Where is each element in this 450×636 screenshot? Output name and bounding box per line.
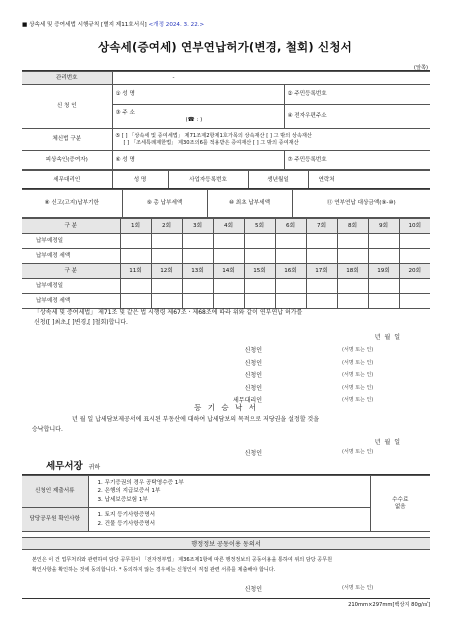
schedule-section-label: 구 분 xyxy=(22,264,120,279)
sign-note: (서명 또는 인) xyxy=(342,359,374,366)
consent-date: 년 월 일 xyxy=(374,439,400,447)
mgmt-no-label: 관리번호 xyxy=(22,72,112,85)
applicant-doc-item: 3. 납세보증보험 1부 xyxy=(97,496,148,503)
installment-number-header: 15회 xyxy=(244,264,275,279)
payment-amount-cell[interactable] xyxy=(182,294,213,309)
sign-note: (서명 또는 인) xyxy=(342,372,374,379)
statement-signers xyxy=(22,343,430,406)
signature-space[interactable] xyxy=(262,382,342,392)
fee-value: 없음 xyxy=(394,503,406,510)
signer-row xyxy=(22,368,430,381)
signer-row xyxy=(22,343,430,356)
signer-label: 신청인 xyxy=(244,347,262,355)
installment-number-header: 7회 xyxy=(306,219,337,234)
agent-name-field[interactable]: 성 명 xyxy=(112,171,168,190)
installment-schedule-table xyxy=(22,218,430,309)
payment-amount-cell[interactable] xyxy=(306,249,337,264)
first-tax-header: ⑩ 최초 납부세액 xyxy=(207,190,292,218)
payment-amount-cell[interactable] xyxy=(213,249,244,264)
regulation-line xyxy=(22,20,204,28)
payment-due-date-cell[interactable] xyxy=(244,279,275,294)
installment-number-header: 6회 xyxy=(275,219,306,234)
paper-spec: 210mm×297mm[백상지 80g/㎡] xyxy=(348,602,430,609)
installment-number-header: 19회 xyxy=(368,264,399,279)
payment-due-date-cell[interactable] xyxy=(151,234,182,249)
schedule-section-label: 구 분 xyxy=(22,219,120,234)
sharing-title: 행정정보 공동이용 동의서 xyxy=(22,537,430,550)
applicant-resident-no-field[interactable]: ② 주민등록번호 xyxy=(284,85,430,105)
installment-number-header: 8회 xyxy=(337,219,368,234)
payment-due-date-cell[interactable] xyxy=(182,279,213,294)
installment-number-header: 9회 xyxy=(368,219,399,234)
payment-due-date-cell[interactable] xyxy=(399,279,430,294)
consent-sign-note: (서명 또는 인) xyxy=(342,449,374,456)
payment-amount-cell[interactable] xyxy=(399,249,430,264)
payment-due-date-cell[interactable] xyxy=(213,279,244,294)
deceased-name-field[interactable]: ⑥ 성 명 xyxy=(112,151,284,170)
signer-row xyxy=(22,381,430,394)
signer-label: 신청인 xyxy=(244,359,262,367)
installment-target-header: ⑪ 연부연납 대상금액(⑨-⑩) xyxy=(292,190,430,218)
agent-birth-field[interactable]: 생년월일 xyxy=(248,171,308,190)
payment-amount-cell[interactable] xyxy=(182,249,213,264)
applicant-docs-label: 신청인 제출서류 xyxy=(22,476,88,508)
payment-amount-cell[interactable] xyxy=(213,294,244,309)
official-doc-item: 1. 토지 등기사항증명서 xyxy=(97,512,156,519)
payment-amount-cell[interactable] xyxy=(399,294,430,309)
tax-class-line-2: [ ] 「조세특례제한법」 제30조의6를 적용받은 증여재산 [ ] 그 밖의 증여재산 xyxy=(123,139,299,146)
documents-section xyxy=(22,474,430,532)
total-tax-header: ⑨ 총 납부세액 xyxy=(122,190,207,218)
sign-note: (서명 또는 인) xyxy=(342,347,374,354)
revision-date: <개정 2024. 3. 22.> xyxy=(148,22,205,28)
applicant-docs-list xyxy=(88,476,370,508)
sign-note: (서명 또는 인) xyxy=(342,384,374,391)
signature-space[interactable] xyxy=(262,370,342,380)
applicant-address-field[interactable] xyxy=(112,105,284,129)
installment-number-header: 3회 xyxy=(182,219,213,234)
consent-line-1: 년 월 일 납세담보제공서에 표시된 부동산에 대하여 납세담보의 목적으로 저당권을 설정할 것을 xyxy=(72,416,320,423)
consent-title: 등 기 승 낙 서 xyxy=(194,403,258,412)
payment-amount-cell[interactable] xyxy=(151,294,182,309)
payment-due-date-cell[interactable] xyxy=(120,234,151,249)
signer-label: 신청인 xyxy=(244,372,262,380)
payment-amount-cell[interactable] xyxy=(151,249,182,264)
installment-number-header: 16회 xyxy=(275,264,306,279)
applicant-label: 신 청 인 xyxy=(22,85,112,129)
signer-label: 신청인 xyxy=(244,384,262,392)
installment-number-header: 12회 xyxy=(151,264,182,279)
tax-class-label: 체신법 구분 xyxy=(22,129,112,151)
installment-number-header: 18회 xyxy=(337,264,368,279)
regulation-text: ■ 상속세 및 증여세법 시행규칙 [별지 제11호서식] xyxy=(22,22,147,28)
agent-table xyxy=(22,170,430,190)
payment-amount-cell[interactable] xyxy=(368,249,399,264)
installment-number-header: 20회 xyxy=(399,264,430,279)
official-doc-item: 2. 건물 등기사항증명서 xyxy=(97,520,156,527)
form-title: 상속세(증여세) 연부연납허가(변경, 철회) 신청서 xyxy=(98,40,352,54)
signature-space[interactable] xyxy=(262,345,342,355)
payment-due-date-cell[interactable] xyxy=(182,234,213,249)
payment-amount-cell[interactable] xyxy=(275,294,306,309)
payment-due-date-cell[interactable] xyxy=(151,279,182,294)
installment-number-header: 13회 xyxy=(182,264,213,279)
payment-amount-cell[interactable] xyxy=(120,249,151,264)
consent-signature-space[interactable] xyxy=(262,448,342,457)
consent-line-2: 승낙합니다. xyxy=(32,426,63,434)
recipient-line xyxy=(46,458,100,472)
deceased-label: 피상속인(증여자) xyxy=(22,151,112,170)
applicant-email-field[interactable]: ④ 전자우편주소 xyxy=(284,105,430,129)
official-docs-label: 담당공무원 확인사항 xyxy=(22,508,88,532)
phone-label: (☎ : ) xyxy=(185,116,203,123)
fee-label: 수수료 xyxy=(392,496,409,503)
due-date-header: ⑧ 신고(고지)납부기한 xyxy=(22,190,122,218)
mgmt-no-field[interactable]: - xyxy=(112,72,430,85)
tax-class-options[interactable] xyxy=(112,129,430,151)
tax-class-line-1: ⑤ [ ] 「상속세 및 증여세법」 제71조제2항제1호가목의 상속재산 [ ] 그 밖의 상속재산 xyxy=(115,133,312,139)
payment-amount-cell[interactable] xyxy=(275,249,306,264)
tax-office-name: 세무서장 xyxy=(46,461,83,472)
payment-due-date-cell[interactable] xyxy=(120,279,151,294)
payment-due-date-label: 납부예정일 xyxy=(22,234,120,249)
payment-amount-cell[interactable] xyxy=(244,294,275,309)
payment-amount-cell[interactable] xyxy=(337,294,368,309)
payment-due-date-cell[interactable] xyxy=(213,234,244,249)
applicant-section xyxy=(22,70,430,190)
payment-amount-label: 납부예정 세액 xyxy=(22,249,120,264)
installment-head-table xyxy=(22,189,430,218)
payment-amount-label: 납부예정 세액 xyxy=(22,294,120,309)
agent-contact-field[interactable]: 연락처 xyxy=(308,171,430,190)
sharing-text xyxy=(22,550,430,575)
payment-due-date-cell[interactable] xyxy=(399,234,430,249)
consent-section xyxy=(22,402,430,457)
payment-amount-cell[interactable] xyxy=(368,294,399,309)
payment-due-date-cell[interactable] xyxy=(337,234,368,249)
payment-amount-cell[interactable] xyxy=(306,294,337,309)
installment-number-header: 4회 xyxy=(213,219,244,234)
statement-date: 년 월 일 xyxy=(374,334,400,342)
payment-amount-cell[interactable] xyxy=(337,249,368,264)
official-docs-list xyxy=(88,508,370,532)
payment-due-date-cell[interactable] xyxy=(306,234,337,249)
consent-signer-label: 신청인 xyxy=(244,450,262,458)
payment-amount-cell[interactable] xyxy=(120,294,151,309)
consent-signer-row xyxy=(22,448,430,457)
payment-due-date-cell[interactable] xyxy=(368,279,399,294)
sharing-signer-label: 신청인 xyxy=(244,586,262,594)
fee-cell xyxy=(370,476,430,532)
installment-number-header: 5회 xyxy=(244,219,275,234)
statement-section xyxy=(22,308,430,406)
installment-number-header: 14회 xyxy=(213,264,244,279)
deceased-resident-no-field[interactable]: ⑦ 주민등록번호 xyxy=(284,151,430,170)
applicant-table xyxy=(22,71,430,170)
payment-amount-cell[interactable] xyxy=(244,249,275,264)
payment-due-date-label: 납부예정일 xyxy=(22,279,120,294)
agent-label: 세무대리인 xyxy=(22,171,112,190)
address-label: ③ 주 소 xyxy=(115,109,135,116)
agent-biz-no-field[interactable]: 사업자등록번호 xyxy=(168,171,248,190)
statement-line-2: 신청([ ]최초,[ ]변경,[ ]철회)합니다. xyxy=(34,319,128,327)
installment-number-header: 17회 xyxy=(306,264,337,279)
payment-due-date-cell[interactable] xyxy=(368,234,399,249)
statement-text xyxy=(22,308,430,328)
payment-due-date-cell[interactable] xyxy=(275,234,306,249)
payment-due-date-cell[interactable] xyxy=(244,234,275,249)
installment-number-header: 1회 xyxy=(120,219,151,234)
documents-table xyxy=(22,475,430,532)
bottom-rule xyxy=(22,598,430,599)
installment-number-header: 11회 xyxy=(120,264,151,279)
page-side-label: (앞쪽) xyxy=(413,65,428,71)
sharing-signer-row xyxy=(22,584,430,593)
sharing-line-1: 본인은 이 건 업무처리와 관련하여 담당 공무원이 「전자정부법」 제36조제1항에 따른 행정정보의 공동이용을 통하여 위의 담당 공무원 xyxy=(32,557,333,563)
installment-section xyxy=(22,188,430,309)
sharing-section xyxy=(22,537,430,608)
payment-due-date-cell[interactable] xyxy=(337,279,368,294)
sharing-line-2: 확인사항을 확인하는 것에 동의합니다. * 동의하지 않는 경우에는 신청인이 직접 관련 서류를 제출해야 합니다. xyxy=(32,566,276,573)
consent-text xyxy=(22,415,430,435)
signer-label: 세무대리인 xyxy=(233,397,262,405)
sharing-signature-space[interactable] xyxy=(262,584,342,593)
signer-row xyxy=(22,356,430,369)
sharing-sign-note: (서명 또는 인) xyxy=(342,585,374,592)
payment-due-date-cell[interactable] xyxy=(306,279,337,294)
statement-line-1: 「상속세 및 증여세법」 제71조 및 같은 법 시행령 제67조ㆍ제68조에 따라 위와 같이 연부연납 허가를 xyxy=(34,309,303,316)
applicant-name-field[interactable]: ① 성 명 xyxy=(112,85,284,105)
installment-number-header: 10회 xyxy=(399,219,430,234)
installment-number-header: 2회 xyxy=(151,219,182,234)
payment-due-date-cell[interactable] xyxy=(275,279,306,294)
applicant-doc-item: 1. 무기증권의 경우 공탁영수증 1부 xyxy=(97,480,184,487)
tax-office-suffix: 귀하 xyxy=(88,464,101,471)
signature-space[interactable] xyxy=(262,357,342,367)
applicant-doc-item: 2. 은행의 지급보증서 1부 xyxy=(97,488,161,495)
sign-note: (서명 또는 인) xyxy=(342,397,374,404)
